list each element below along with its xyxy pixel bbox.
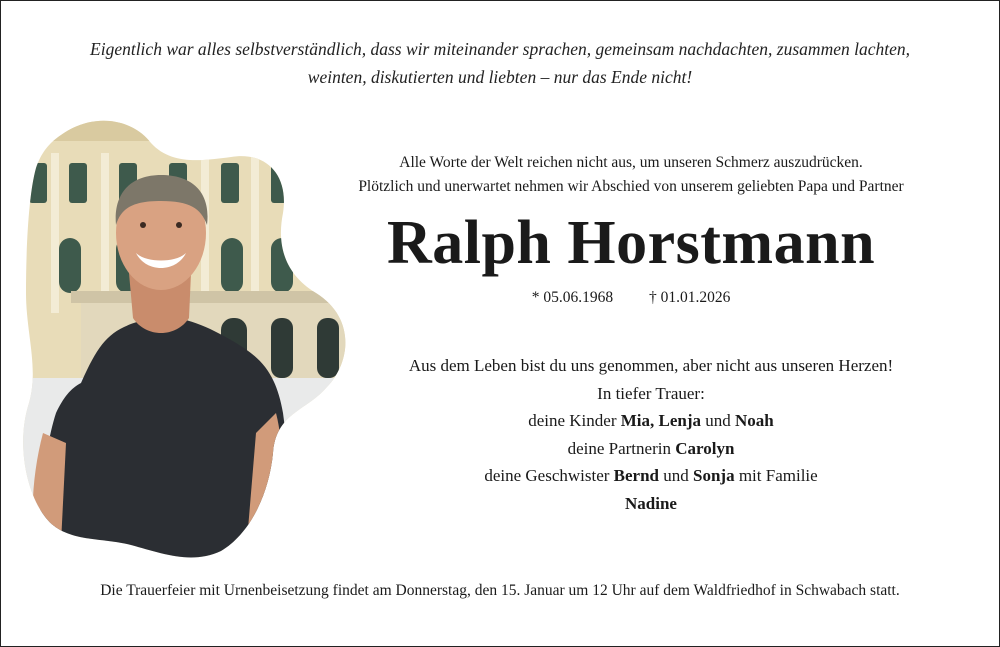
nadine-line [301, 490, 1000, 518]
mourner-nadine: Nadine [625, 493, 677, 513]
in-mourning-label: In tiefer Trauer: [597, 383, 705, 403]
funeral-notice: Die Trauerfeier mit Urnenbeisetzung findet am Donnerstag, den 15. Januar um 12 Uhr auf dem Waldfriedhof in Schwabach statt. [100, 582, 900, 599]
partner-name: Carolyn [675, 438, 735, 458]
children-line: deine Kinder Mia, Lenja und Noah [528, 411, 774, 430]
quote-line-1: Eigentlich war alles selbstverständlich, dass wir miteinander sprachen, gemeinsam nachdachten, zusammen lachten, [90, 39, 910, 59]
intro-line-1: Alle Worte der Welt reichen nicht aus, um unseren Schmerz auszudrücken. [399, 154, 863, 171]
intro-text [291, 151, 971, 199]
quote-line-2: weinten, diskutierten und liebten – nur das Ende nicht! [307, 67, 693, 87]
death-date: † 01.01.2026 [648, 289, 731, 306]
partner-line: deine Partnerin Carolyn [567, 438, 735, 458]
opening-quote [21, 35, 979, 91]
life-dates [291, 289, 971, 307]
sibling-bernd: Bernd [613, 466, 659, 485]
intro-line-2: Plötzlich und unerwartet nehmen wir Abschied von unserem geliebten Papa und Partner [358, 178, 904, 195]
mourners-block [301, 352, 1000, 517]
birth-date: * 05.06.1968 [531, 289, 614, 306]
siblings-line: deine Geschwister Bernd und Sonja mit Familie [484, 466, 818, 485]
child-noah: Noah [735, 411, 774, 430]
deceased-name: Ralph Horstmann [386, 209, 876, 277]
children-names: Mia, Lenja [620, 411, 702, 430]
sibling-sonja: Sonja [693, 466, 735, 485]
verse-line: Aus dem Leben bist du uns genommen, aber nicht aus unseren Herzen! [408, 356, 894, 375]
